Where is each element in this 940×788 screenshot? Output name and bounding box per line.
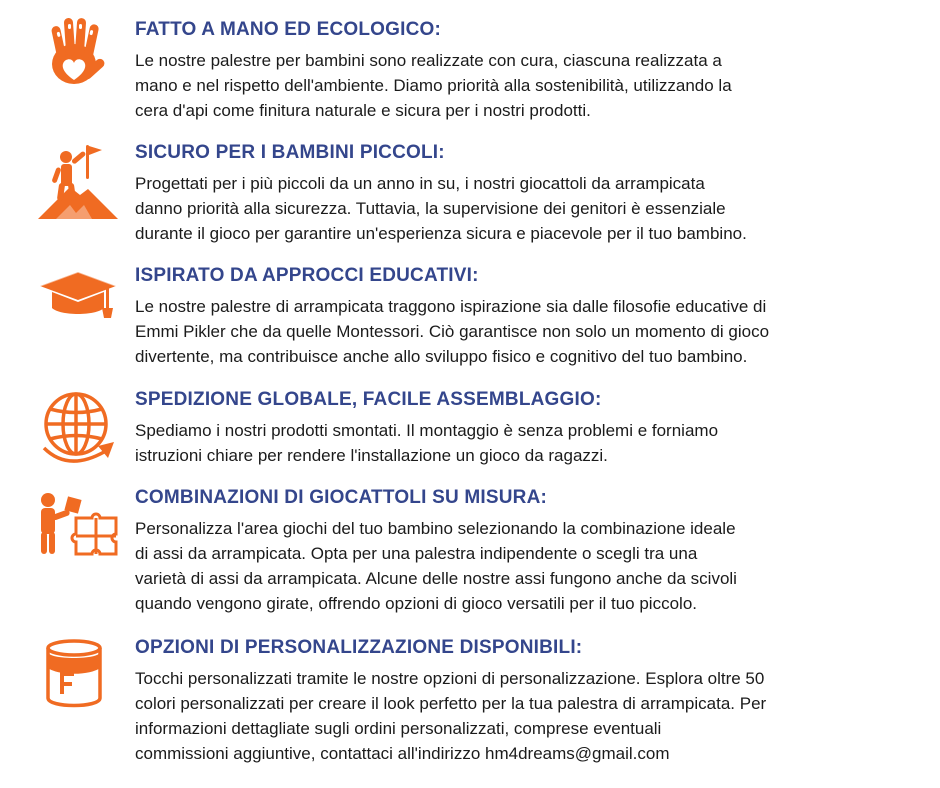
feature-title: SPEDIZIONE GLOBALE, FACILE ASSEMBLAGGIO: bbox=[135, 389, 602, 410]
feature-title: SICURO PER I BAMBINI PICCOLI: bbox=[135, 142, 445, 163]
feature-text bbox=[135, 264, 915, 369]
paint-bucket-icon bbox=[38, 636, 122, 720]
hand-heart-icon bbox=[36, 12, 120, 96]
feature-text bbox=[135, 388, 915, 468]
feature-title: FATTO A MANO ED ECOLOGICO: bbox=[135, 19, 442, 40]
globe-icon bbox=[38, 388, 122, 472]
person-puzzle-icon bbox=[36, 488, 120, 572]
feature-text bbox=[135, 486, 915, 616]
feature-text bbox=[135, 141, 915, 246]
feature-description: Progettati per i più piccoli da un anno in su, i nostri giocattoli da arrampicata danno priorità alla sicurezza. Tuttavia, la supervisione dei genitori è essenziale durante il gioco per garantire un'esperienza sicura e piacevole per il tuo bambino. bbox=[135, 174, 747, 243]
feature-description: Tocchi personalizzati tramite le nostre opzioni di personalizzazione. Esplora oltre 50 colori personalizzati per creare il look perfetto per la tua palestra di arrampicata. Per informazioni dettagliate sugli ordini personalizzati, comprese eventuali commissioni aggiuntive, contattaci all'indirizzo hm4dreams@gmail.com bbox=[135, 669, 767, 763]
graduation-cap-icon bbox=[38, 260, 122, 344]
feature-description: Le nostre palestre per bambini sono realizzate con cura, ciascuna realizzata a mano e nel rispetto dell'ambiente. Diamo priorità alla sostenibilità, utilizzando la cera d'api come finitura naturale e sicura per i nostri prodotti. bbox=[135, 51, 732, 120]
feature-text bbox=[135, 636, 915, 766]
feature-description: Spediamo i nostri prodotti smontati. Il montaggio è senza problemi e forniamo istruzioni chiare per rendere l'installazione un gioco da ragazzi. bbox=[135, 421, 719, 465]
feature-text bbox=[135, 18, 915, 123]
climber-flag-icon bbox=[36, 143, 120, 227]
feature-title: ISPIRATO DA APPROCCI EDUCATIVI: bbox=[135, 265, 479, 286]
feature-title: COMBINAZIONI DI GIOCATTOLI SU MISURA: bbox=[135, 487, 548, 508]
feature-title: OPZIONI DI PERSONALIZZAZIONE DISPONIBILI: bbox=[135, 637, 583, 658]
feature-description: Personalizza l'area giochi del tuo bambino selezionando la combinazione ideale di assi da arrampicata. Opta per una palestra indipendente o scegli tra una varietà di assi da arrampicata. Alcune delle nostre assi fungono anche da scivoli quando vengono girate, offrendo opzioni di gioco versatili per il tuo piccolo. bbox=[135, 519, 737, 613]
feature-description: Le nostre palestre di arrampicata traggono ispirazione sia dalle filosofie educative di Emmi Pikler che da quelle Montessori. Ciò garantisce non solo un momento di gioco divertente, ma contribuisce anche allo sviluppo fisico e cognitivo del tuo bambino. bbox=[135, 297, 770, 366]
